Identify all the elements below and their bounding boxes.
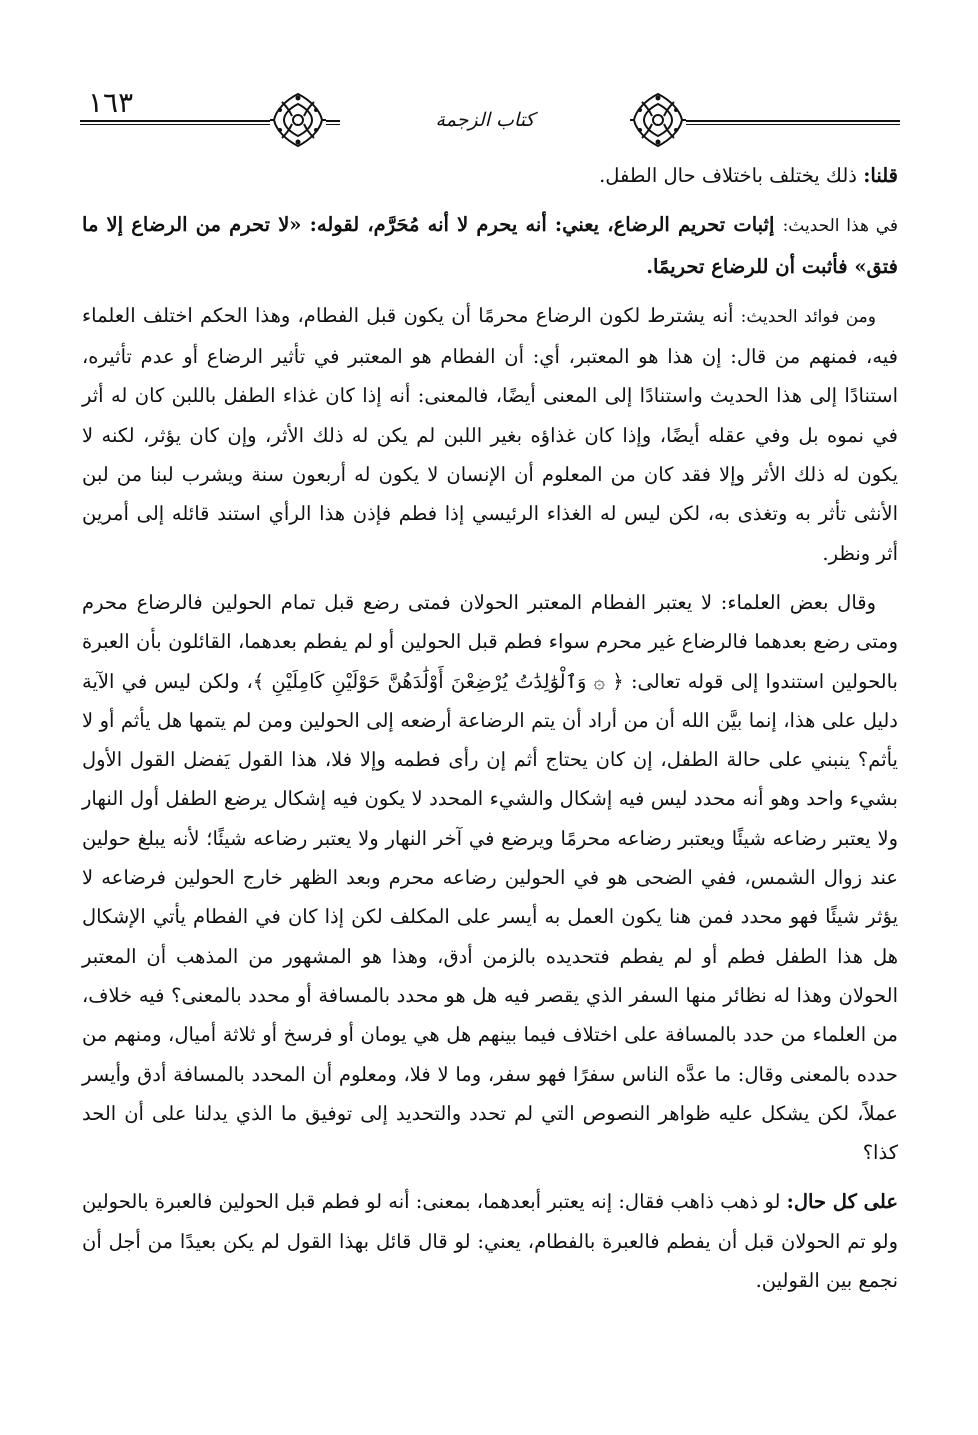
- running-header: [80, 72, 900, 152]
- paragraph-3-lead: ومن فوائد الحديث:: [740, 306, 876, 327]
- paragraph-4: [82, 583, 898, 1172]
- page-number: ١٦٣: [88, 86, 134, 119]
- paragraph-4-text-before-verse: وقال بعض العلماء: لا يعتبر الفطام المعتبر الحولان فمتى رضع قبل تمام الحولين فالرضاع محرم ومتى رضع بعدهما فالرضاع غير محرم سواء فطم قبل الحولين أو لم يفطم بعدهما، القائلون بأن العبرة بالحولين استندوا إلى قوله تعالى:: [82, 590, 898, 693]
- paragraph-1: [82, 156, 898, 195]
- paragraph-2: [82, 205, 898, 286]
- main-text: [82, 156, 898, 1310]
- paragraph-2-lead: في هذا الحديث:: [782, 216, 899, 237]
- paragraph-1-lead: قلنا:: [863, 164, 898, 187]
- book-title: كتاب الزجمة: [340, 106, 630, 134]
- left-floral-ornament-icon: [270, 90, 326, 150]
- paragraph-5-text: لو ذهب ذاهب فقال: إنه يعتبر أبعدهما، بمعنى: أنه لو فطم قبل الحولين فالعبرة بالحولين ولو تم الحولان قبل أن يفطم فالعبرة بالفطام، يعني: لو قال قائل بهذا القول لم يكن بعيدًا من أجل أن نجمع بين القولين.: [82, 1190, 898, 1293]
- quran-verse: ﴿ ۞ وَٱلْوَٰلِدَٰتُ يُرْضِعْنَ أَوْلَٰدَهُنَّ حَوْلَيْنِ كَامِلَيْنِ ﴾: [252, 669, 624, 693]
- paragraph-3-text: أنه يشترط لكون الرضاع محرمًا أن يكون قبل الفطام، وهذا الحكم اختلف العلماء فيه، فمنهم من قال: إن هذا هو المعتبر، أي: أن الفطام هو المعتبر في تأثير الرضاع أو عدم تأثيره، استنادًا إلى هذا الحديث واستنادًا إلى المعنى أيضًا، فالمعنى: أنه إذا كان غذاء الطفل باللبن كان له أثر في نموه بل وفي عقله أيضًا، وإذا كان غذاؤه بغير اللبن لم يكن له ذلك الأثر، وإن كان يؤثر، لكنه لا يكون له ذلك الأثر وإلا فقد كان من المعلوم أن الإنسان لا يكون له أربعون سنة ويشرب لبنا من لبن الأنثى تأثر به وتغذى به، لكن ليس له الغذاء الرئيسي إذا فطم فإذن هذا الرأي استند قائله إلى أمرين أثر ونظر.: [82, 303, 898, 565]
- paragraph-3: [82, 296, 898, 573]
- right-floral-ornament-icon: [630, 90, 686, 150]
- paragraph-2-text: إثبات تحريم الرضاع، يعني: أنه يحرم لا أنه مُحَرَّم، لقوله: «لا تحرم من الرضاع إلا ما فتق» فأثبت أن للرضاع تحريمًا.: [82, 213, 898, 278]
- paragraph-5-lead: على كل حال:: [786, 1190, 898, 1214]
- paragraph-5: [82, 1182, 898, 1300]
- paragraph-4-text-after-verse: ، ولكن ليس في الآية دليل على هذا، إنما بيَّن الله أن من أراد أن يتم الرضاعة أرضعه إلى الحولين ومن لم يتمها هل يأثم أو لا يأثم؟ ينبني على حالة الطفل، إن كان يحتاج أثم إن رأى فطمه وإلا فلا، هذا القول يَفضل القول الأول بشيء واحد وهو أنه محدد ليس فيه إشكال والشيء المحدد لا يكون فيه إشكال يرضع الطفل أول النهار ولا يعتبر رضاعه شيئًا ويعتبر رضاعه محرمًا ويرضع في آخر النهار ولا يعتبر رضاعه شيئًا؛ لأنه يبلغ حولين عند زوال الشمس، ففي الضحى هو في الحولين رضاعه محرم وبعد الظهر خارج الحولين فرضاعه لا يؤثر شيئًا فهو محدد فمن هنا يكون العمل به أيسر على المكلف لكن إذا كان في الفطام يأتي الإشكال هل هذا الطفل فطم أو لم يفطم فتحديده بالزمن أدق، وهذا هو المشهور من المذهب أن المعتبر الحولان وهذا له نظائر منها السفر الذي يقصر فيه هل هو محدد بالمسافة أو محدد بالمعنى؟ فيه خلاف، من العلماء من حدد بالمسافة على اختلاف فيما بينهم هل هي يومان أو فرسخ أو ثلاثة أميال، ومنهم من حدده بالمعنى وقال: ما عدَّه الناس سفرًا فهو سفر، وما لا فلا، ومعلوم أن المحدد بالمسافة أدق وأيسر عملاً، لكن يشكل عليه ظواهر النصوص التي لم تحدد والتحديد إلى توفيق ما الذي يدلنا على أن الحد كذا؟: [82, 669, 898, 1165]
- paragraph-1-text: ذلك يختلف باختلاف حال الطفل.: [599, 164, 864, 187]
